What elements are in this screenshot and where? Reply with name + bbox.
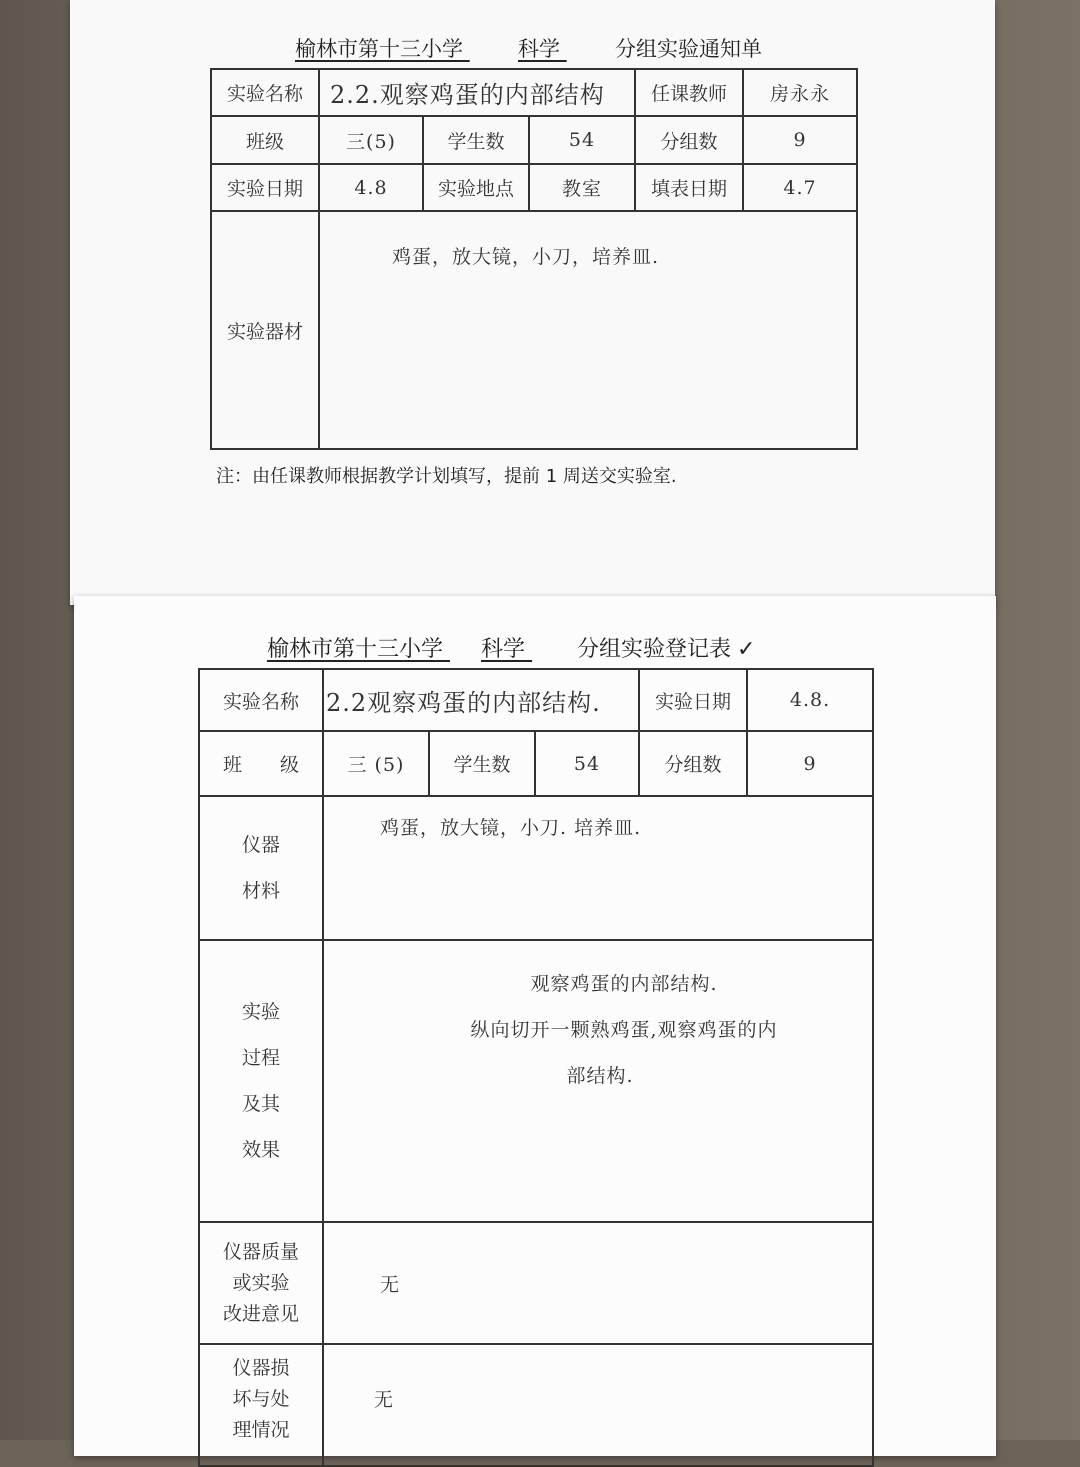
register-label-class: 班 级 [199,731,323,796]
notice-footnote: 注：由任课教师根据教学计划填写，提前 1 周送交实验室. [216,466,677,487]
register-damage-value: 无 [323,1344,873,1466]
check-mark-icon: ✓ [737,637,756,662]
register-sheet [74,596,996,1456]
register-label-damage-line3: 理情况 [232,1419,290,1441]
register-label-damage [199,1344,323,1466]
notice-label-experiment-name: 实验名称 [211,69,319,116]
notice-location-value: 教室 [529,164,635,211]
notice-equipment-value: 鸡蛋，放大镜，小刀，培养皿. [319,211,857,449]
register-label-quality-line1: 仪器质量 [222,1240,299,1263]
notice-header [295,33,762,63]
notice-exp-date-value: 4.8 [319,164,423,211]
register-exp-date-value: 4.8. [747,669,873,731]
register-label-quality-line2: 或实验 [232,1271,290,1294]
notice-class-value: 三(5) [319,116,423,164]
register-label-students: 学生数 [429,731,535,796]
register-header [267,632,755,663]
register-label-process-line1: 实验 [241,1001,280,1023]
notice-experiment-name-value: 2.2.观察鸡蛋的内部结构 [319,69,635,116]
register-students-value: 54 [535,731,639,796]
notice-sheet [70,0,995,605]
notice-table [210,68,858,450]
register-process-line1: 观察鸡蛋的内部结构. [530,973,718,995]
notice-title: 分组实验通知单 [615,37,762,61]
register-label-process-line4: 效果 [241,1139,280,1161]
register-materials-value: 鸡蛋，放大镜，小刀. 培养皿. [323,796,873,940]
register-label-exp-date: 实验日期 [639,669,747,731]
register-title: 分组实验登记表 [577,637,732,662]
notice-school: 榆林市第十三小学 [295,37,463,61]
notice-label-exp-date: 实验日期 [211,164,319,211]
register-process-value [323,940,873,1222]
register-label-quality [199,1222,323,1344]
register-process-line2: 纵向切开一颗熟鸡蛋,观察鸡蛋的内 [470,1019,778,1041]
notice-label-groups: 分组数 [635,116,743,164]
register-subject: 科学 [481,637,526,662]
notice-label-students: 学生数 [423,116,529,164]
notice-students-value: 54 [529,116,635,164]
notice-teacher-value: 房永永 [743,69,857,116]
notice-subject: 科学 [518,37,560,61]
notice-label-class: 班级 [211,116,319,164]
register-experiment-name-value: 2.2观察鸡蛋的内部结构. [323,669,639,731]
register-label-damage-line1: 仪器损 [232,1357,290,1379]
notice-label-fill-date: 填表日期 [635,164,743,211]
register-label-experiment-name: 实验名称 [199,669,323,731]
register-label-damage-line2: 坏与处 [232,1388,290,1410]
register-label-materials-line1: 仪器 [241,834,280,856]
register-quality-value: 无 [323,1222,873,1344]
notice-label-equipment: 实验器材 [211,211,319,449]
register-process-line3: 部结构. [566,1065,634,1087]
register-school: 榆林市第十三小学 [267,637,444,662]
register-groups-value: 9 [747,731,873,796]
register-label-materials-line2: 材料 [241,880,280,902]
register-table [198,668,874,1467]
notice-label-teacher: 任课教师 [635,69,743,116]
register-label-process-line2: 过程 [241,1047,280,1069]
register-label-materials [199,796,323,940]
register-label-groups: 分组数 [639,731,747,796]
register-class-value: 三 (5) [323,731,429,796]
notice-label-location: 实验地点 [423,164,529,211]
register-label-process-line3: 及其 [241,1093,280,1115]
register-label-quality-line3: 改进意见 [222,1302,299,1325]
notice-groups-value: 9 [743,116,857,164]
notice-fill-date-value: 4.7 [743,164,857,211]
register-label-process [199,940,323,1222]
